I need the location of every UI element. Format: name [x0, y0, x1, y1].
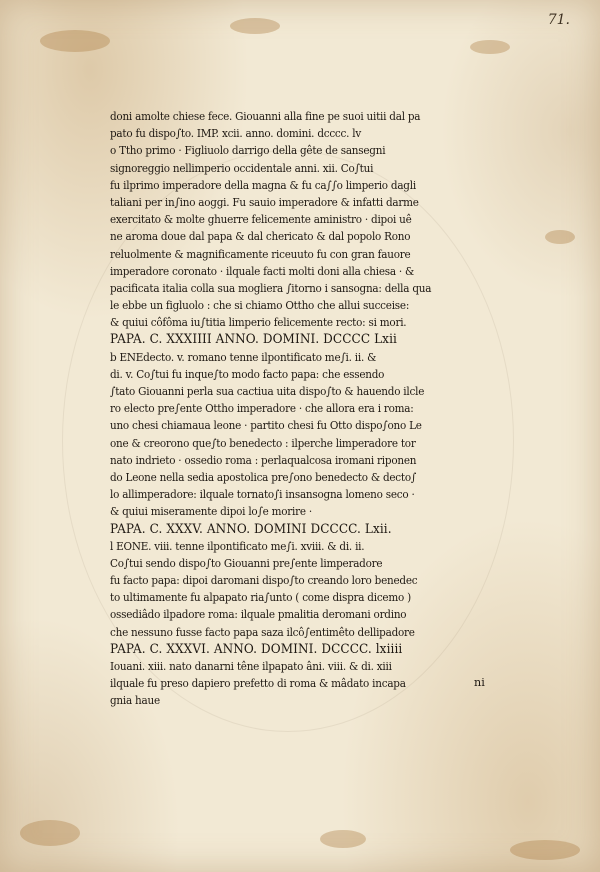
text-line: che nessuno fusse facto papa saza ilcô∫entimêto dellipadore	[110, 625, 415, 639]
text-line: ne aroma doue dal papa & dal chericato & dal popolo Rono	[110, 230, 411, 244]
text-line: di. v. Co∫tui fu inque∫to modo facto papa: che essendo	[110, 367, 385, 381]
text-line: pato fu dispo∫to. IMP. xcii. anno. domini. dcccc. lv	[110, 127, 362, 141]
text-line: exercitato & molte ghuerre felicemente aministro · dipoi uê	[110, 213, 412, 227]
text-line: le ebbe un figluolo : che si chiamo Ottho che allui succeise:	[110, 299, 410, 313]
foxing-stain	[320, 830, 366, 848]
text-line: ilquale fu preso dapiero prefetto di roma & mâdato incapa	[110, 677, 406, 691]
text-line: l EONE. viii. tenne ilpontificato me∫i. xviii. & di. ii.	[110, 539, 365, 553]
text-line: ∫tato Giouanni perla sua cactiua uita dispo∫to & hauendo ilcle	[110, 385, 425, 398]
section-heading: PAPA. C. XXXVI. ANNO. DOMINI. DCCCC. lxiiii	[110, 641, 403, 657]
foxing-stain	[470, 40, 510, 54]
text-line: pacificata italia colla sua mogliera ∫itorno i sansogna: della qua	[110, 281, 432, 295]
text-line: o Ttho primo · Figliuolo darrigo della gête de sansegni	[110, 144, 386, 158]
text-line: one & creorono que∫to benedecto : ilperche limperadore tor	[110, 436, 416, 450]
text-line: & quiui miseramente dipoi lo∫e morire ·	[110, 505, 312, 519]
text-line: & quiui côfôma iu∫titia limperio felicemente recto: si mori.	[110, 316, 407, 330]
text-line: to ultimamente fu alpapato ria∫unto ( come dispra dicemo )	[110, 591, 411, 605]
section-heading: PAPA. C. XXXIIII ANNO. DOMINI. DCCCC Lxii	[110, 332, 397, 348]
text-line: b ENEdecto. v. romano tenne ilpontificato me∫i. ii. &	[110, 350, 377, 364]
foxing-stain	[230, 18, 280, 34]
text-line: ossediâdo ilpadore roma: ilquale pmalitia deromani ordino	[110, 608, 407, 622]
folio-number: 71.	[547, 12, 570, 28]
text-line: Iouani. xiii. nato danarni têne ilpapato âni. viii. & di. xiii	[110, 660, 392, 673]
section-heading: PAPA. C. XXXV. ANNO. DOMINI DCCCC. Lxii.	[110, 521, 392, 537]
text-line: gnia haue	[110, 694, 160, 708]
text-line: nato indrieto · ossedio roma : perlaqualcosa iromani riponen	[110, 453, 417, 467]
foxing-stain	[510, 840, 580, 860]
text-line: taliani per in∫ino aoggi. Fu sauio imperadore & infatti darme	[110, 195, 419, 209]
text-line: lo allimperadore: ilquale tornato∫i insansogna lomeno seco ·	[110, 488, 415, 502]
text-line: reluolmente & magnificamente riceuuto fu con gran fauore	[110, 247, 411, 261]
catchword: ni	[474, 676, 485, 689]
text-line: signoreggio nellimperio occidentale anni. xii. Co∫tui	[110, 161, 374, 175]
text-line: ro electo pre∫ente Ottho imperadore · che allora era i roma:	[110, 402, 414, 416]
text-line: fu ilprimo imperadore della magna & fu ca∫∫o limperio dagli	[110, 178, 416, 192]
text-line: do Leone nella sedia apostolica pre∫ono benedecto & decto∫	[110, 470, 417, 484]
text-line: uno chesi chiamaua leone · partito chesi fu Otto dispo∫ono Le	[110, 419, 422, 433]
foxing-stain	[40, 30, 110, 52]
foxing-stain	[545, 230, 575, 244]
text-line: Co∫tui sendo dispo∫to Giouanni pre∫ente limperadore	[110, 556, 383, 570]
foxing-stain	[20, 820, 80, 846]
text-line: doni amolte chiese fece. Giouanni alla fine pe suoi uitii dal pa	[110, 110, 421, 123]
text-line: fu facto papa: dipoi daromani dispo∫to creando loro benedec	[110, 574, 418, 588]
text-line: imperadore coronato · ilquale facti molti doni alla chiesa · &	[110, 264, 415, 278]
text-column	[110, 108, 480, 710]
